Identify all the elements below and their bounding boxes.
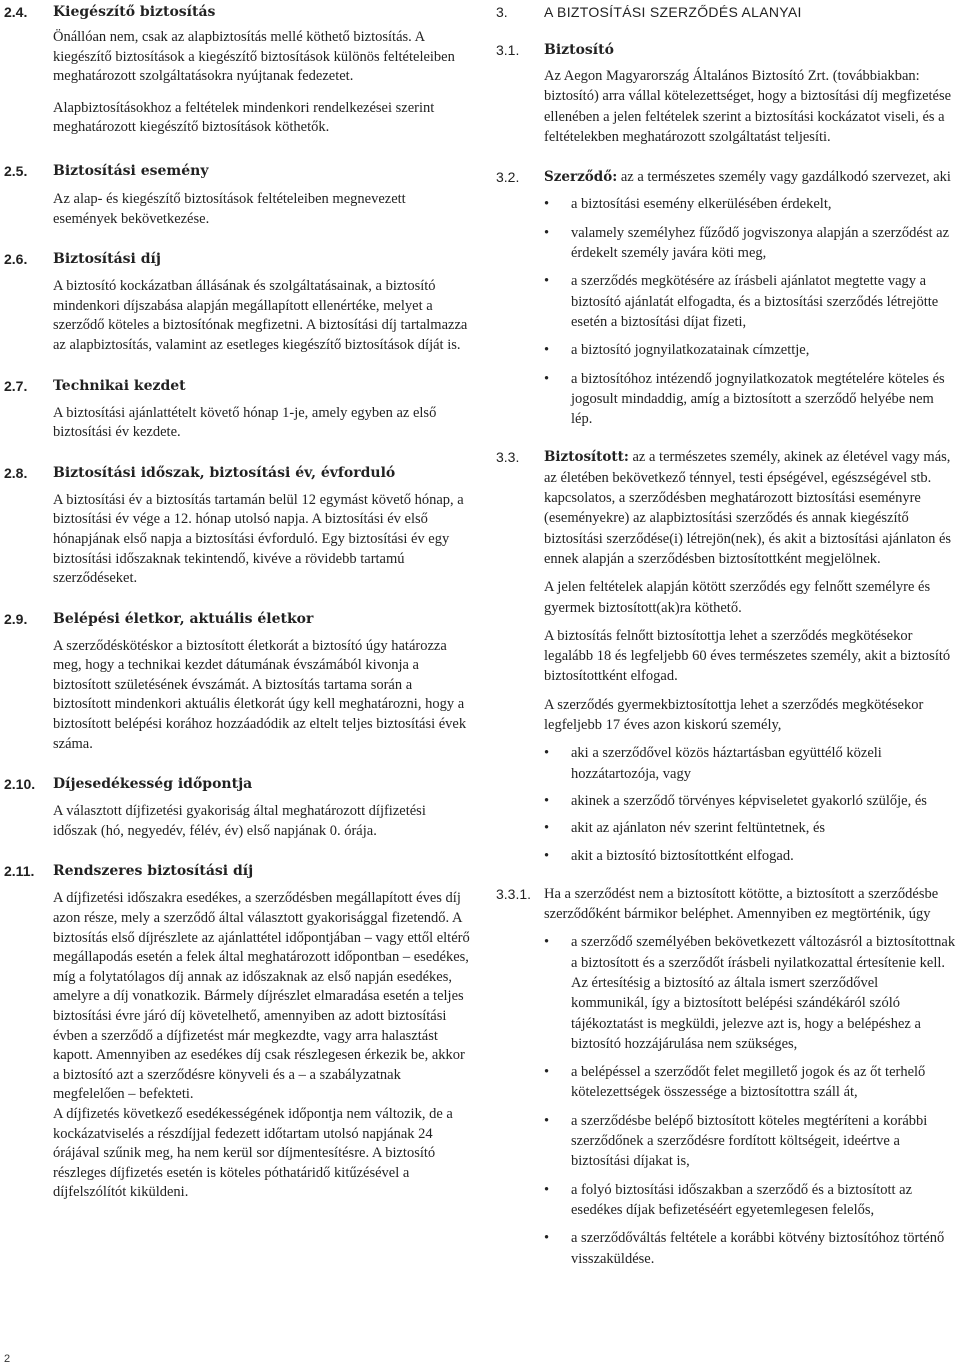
section-number: 2.11. xyxy=(4,863,35,880)
paragraph: A biztosítási ajánlattételt követő hónap 1-je, amely egyben az első biztosítási év kezdete. xyxy=(53,404,437,441)
section-title: Kiegészítő biztosítás xyxy=(53,4,216,20)
section-2-8 xyxy=(0,463,470,589)
page-number: 2 xyxy=(4,1353,11,1365)
paragraph: Ha a szerződést nem a biztosított kötötte, a biztosított a szerződésbe szerződőként bármikor beléphet. Amennyiben ez megtörténik, úgy xyxy=(544,885,939,923)
section-3 xyxy=(490,2,958,22)
section-number: 3.3.1. xyxy=(496,885,532,902)
paragraph: Önállóan nem, csak az alapbiztosítás mellé köthető biztosítás. A kiegészítő biztosítások a kiegészítő biztosítások különös feltételeiben meghatározott szolgáltatásokra nyújtanak fedezetet. xyxy=(53,29,455,85)
paragraph: A díjfizetési időszakra esedékes, a szerződésben megállapított éves díj azon része, mely a szerződő által választott gyakorisággal fizetendő. A biztosítás első díjrészlete az ajánlattétel időpontjában – vagy ettől eltérő megállapodás esetén a felek által meghatározott időpontban – esedékes, míg a folytatólagos díj annak az időszaknak az első napján esedékes, amelyre a díj vonatkozik. Bármely díjrészlet elmaradása esetén a teljes biztosítási évre járó díj követelhető, amennyiben az adott biztosítási évben a szerződő a díjfizetést már megkezdte, vagy arra halasztást kapott. Amennyiben az esedékes díj csak részlegesen érkezik be, akkor a biztosító azt a szerződésre könyveli és a – a szabályzatnak megfelelően – befekteti. xyxy=(53,890,470,1103)
list-item: • a szerződés megkötésére az írásbeli ajánlatot megtette vagy a biztosító ajánlatát elfogadta, és a biztosítási szerződés létrejötte esetén a biztosítási díjat fizeti, xyxy=(544,271,958,332)
list-item: • aki a szerződővel közös háztartásban együttélő közeli hozzátartozója, vagy xyxy=(544,743,958,784)
section-number: 2.10. xyxy=(4,776,36,793)
paragraph xyxy=(544,447,958,569)
paragraph: A biztosító kockázatban állásának és szolgáltatásainak, a biztosító mindenkori díjszabása alapján megállapított ellenértéke, melyet a szerződő köteles a biztosítónak megfizetni. A biztosítási díj tartalmazza az alapbiztosítás, valamint az esetleges kiegészítő biztosítások díját is. xyxy=(53,278,468,353)
section-number: 2.4. xyxy=(4,4,28,20)
list-item: • a biztosító jognyilatkozatainak címzettje, xyxy=(544,340,958,360)
section-number: 2.8. xyxy=(4,464,28,481)
section-number: 3.1. xyxy=(496,42,520,58)
section-3-2 xyxy=(490,167,958,429)
paragraph: A biztosítás felnőtt biztosítottja lehet a szerződés megkötésekor legalább 18 és legfeljebb 60 éves természetes személy, akit a biztosító biztosítottként elfogad. xyxy=(544,627,951,685)
definition: az a természetes személy vagy gazdálkodó szervezet, aki xyxy=(617,169,951,186)
paragraph xyxy=(544,167,958,187)
paragraph: A választott díjfizetési gyakoriság által meghatározott díjfizetési időszak (hó, negyedév, félév, év) első napjának 0. órája. xyxy=(53,803,426,839)
section-number: 2.6. xyxy=(4,251,28,268)
list-item: • akinek a szerződő törvényes képviseletet gyakorló szülője, és xyxy=(544,791,958,811)
list-item: • akit a biztosító biztosítottként elfogad. xyxy=(544,846,958,866)
section-number: 2.9. xyxy=(4,610,28,627)
section-number: 2.7. xyxy=(4,377,28,394)
paragraph: Alapbiztosításokhoz a feltételek mindenkori rendelkezései szerint meghatározott kiegészítő biztosítások köthetők. xyxy=(53,99,435,136)
paragraph: A szerződés gyermekbiztosítottja lehet a szerződés megkötésekor legfeljebb 17 éves azon kiskorú személy, xyxy=(544,696,924,734)
list-item: • a biztosítási esemény elkerülésében érdekelt, xyxy=(544,194,958,214)
definition: az a természetes személy, akinek az életével vagy más, az életében bekövetkező ténnyel, testi épségével, egészségével stb. kapcsolatos, a szerződésben meghatározott biztosítási eseményre (eseményekre) az alapbiztosítási szerződés és annak kiegészítő biztosítási szerződése(i) létrejön(nek), és akit a biztosítási ajánlaton és ennek alapján a szerződésben biztosítottként megjelölnek. xyxy=(544,449,952,567)
bullet-list xyxy=(544,932,958,1268)
section-title: Biztosítási díj xyxy=(53,251,161,268)
list-item: • a szerződőváltás feltétele a korábbi kötvény biztosítóhoz történő visszaküldése. xyxy=(544,1228,958,1269)
right-column xyxy=(490,0,958,1269)
section-2-4 xyxy=(0,2,470,138)
section-title: Biztosító xyxy=(544,42,614,58)
section-3-1 xyxy=(490,40,958,147)
bullet-list xyxy=(544,743,958,865)
section-title: Biztosítási időszak, biztosítási év, évforduló xyxy=(53,464,396,481)
section-2-10 xyxy=(0,774,470,841)
term: Szerződő: xyxy=(544,169,618,186)
section-2-5 xyxy=(0,161,470,229)
list-item: • akit az ajánlaton név szerint feltüntetnek, és xyxy=(544,818,958,838)
section-number: 3.2. xyxy=(496,169,520,186)
list-item: • a belépéssel a szerződőt felet megillető jogok és az őt terhelő kötelezettségek összessége a biztosítottra száll át, xyxy=(544,1062,958,1103)
section-title: Biztosítási esemény xyxy=(53,162,209,179)
list-item: • valamely személyhez fűződő jogviszonya alapján a szerződést az érdekelt személy javára köti meg, xyxy=(544,223,958,264)
section-2-6 xyxy=(0,249,470,355)
section-title: A BIZTOSÍTÁSI SZERZŐDÉS ALANYAI xyxy=(544,4,802,20)
list-item: • a szerződő személyében bekövetkezett változásról a biztosítottnak a biztosított és a szerződőt írásbeli nyilatkozattal értesítenie kell. Az értesítésig a biztosító az általa ismert szerződővel kommunikál, így a biztosított belépési szándékáról szóló tájékoztatást is megküldi, jelezve azt is, hogy a belépéshez a biztosító hozzájárulása nem szükséges, xyxy=(544,932,958,1054)
paragraph: Az alap- és kiegészítő biztosítások feltételeiben megnevezett események bekövetkezése. xyxy=(53,190,406,227)
term: Biztosított: xyxy=(544,449,629,466)
list-item: • a folyó biztosítási időszakban a szerződő és a biztosított az esedékes díjak befizetéséért egyetemlegesen felelős, xyxy=(544,1180,958,1221)
section-title: Rendszeres biztosítási díj xyxy=(53,863,254,880)
section-2-11 xyxy=(0,861,470,1203)
section-title: Belépési életkor, aktuális életkor xyxy=(53,610,314,627)
paragraph: A biztosítási év a biztosítás tartamán belül 12 egymást követő hónap, a biztosítási év vége a 12. hónap utolsó napja. A biztosítási év első hónapjának első napja a biztosítási évforduló. Egy biztosítási év egy biztosítási időszaknak tekintendő, kivéve a rövidebb tartamú szerződéseket. xyxy=(53,491,464,587)
section-number: 3.3. xyxy=(496,449,520,466)
paragraph: A díjfizetés következő esedékességének időpontja nem változik, de a kockázatviselés a részdíjjal fedezett időtartam utolsó napjának 24 órájával szűnik meg, ha nem kerül sor díjmentesítésre. A biztosító részleges díjfizetés esetén is köteles póthatáridő kitűzésével a díjfelszólítót kiküldeni. xyxy=(53,1105,453,1201)
section-number: 2.5. xyxy=(4,162,28,179)
section-3-3-1 xyxy=(490,884,958,1269)
section-title: Díjesedékesség időpontja xyxy=(53,776,253,793)
list-item: • a biztosítóhoz intézendő jognyilatkozatok megtételére köteles és jogosult mindaddig, amíg a biztosított a szerződő helyébe nem lép. xyxy=(544,369,958,430)
paragraph: Az Aegon Magyarország Általános Biztosító Zrt. (továbbiakban: biztosító) arra vállal kötelezettséget, hogy a biztosítási díj megfizetése ellenében a jelen feltételek szerint a biztosítási kockázatot viseli, és a feltételekben meghatározott szolgáltatást teljesíti. xyxy=(544,68,952,145)
section-3-3 xyxy=(490,447,958,865)
section-title: Technikai kezdet xyxy=(53,377,186,394)
section-2-9 xyxy=(0,609,470,755)
section-2-7 xyxy=(0,376,470,443)
section-number: 3. xyxy=(496,4,508,20)
paragraph: A jelen feltételek alapján kötött szerződés egy felnőtt személyre és gyermek biztosított(ak)ra köthető. xyxy=(544,579,931,616)
bullet-list xyxy=(544,194,958,429)
left-column xyxy=(0,0,470,1203)
list-item: • a szerződésbe belépő biztosított köteles megtéríteni a korábbi szerződőnek a szerződésre fordított költségeit, ideértve a biztosítási díjakat is, xyxy=(544,1111,958,1172)
paragraph: A szerződéskötéskor a biztosított életkorát a biztosító úgy határozza meg, hogy a technikai kezdet dátumának évszámából kivonja a biztosított születésének évszámát. A biztosítás tartama során a biztosított mindenkori aktuális életkorát úgy kell meghatározni, hogy a biztosított belépési korához hozzáadódik az eltelt teljes biztosítási évek száma. xyxy=(53,637,467,752)
